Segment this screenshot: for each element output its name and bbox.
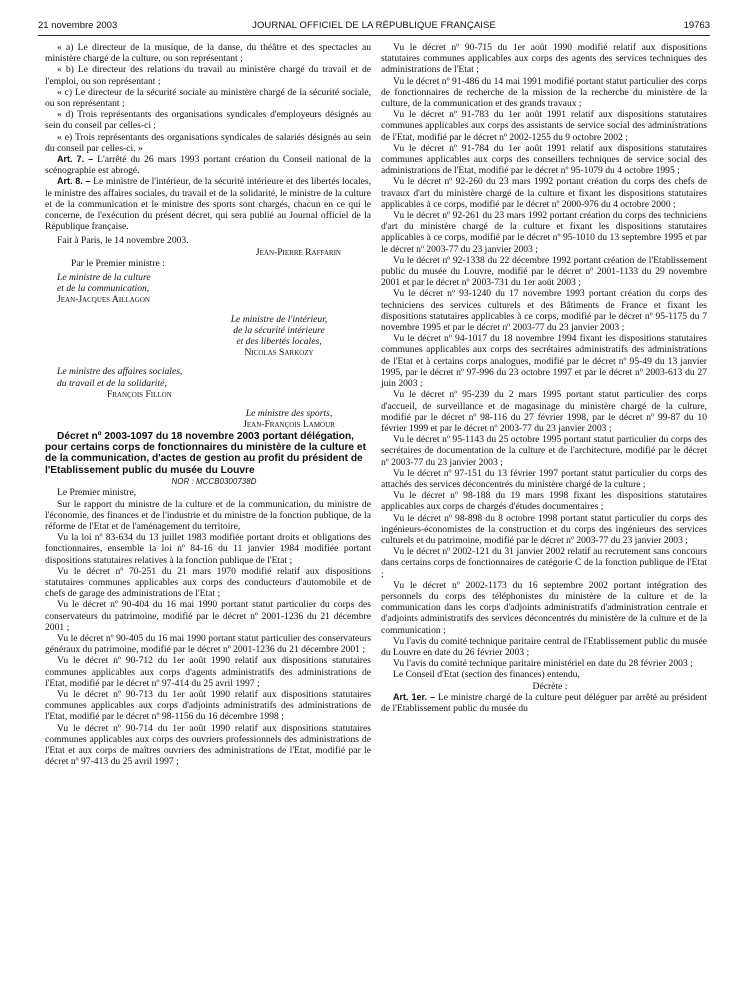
paragraph: Vu le décret nº 92-1338 du 22 décembre 1992 portant création de l'Etablissement public du musée du Louvre, modifié par le décret nº 2001-1133 du 29 novembre 2001 et par le décret nº 2003-731 du 1er août 2003 ; [381,254,707,289]
paragraph: Vu le décret nº 2002-1173 du 16 septembre 2002 portant intégration des personnels du corps des téléphonistes du ministère de la culture et de la communication dans les corps d'adjoints administratifs d'administration centrale et d'adjoints administratifs des services déconcentrés du ministère de la culture et de la communication ; [381,579,707,636]
nor-reference: NOR : MCCB0300738D [171,477,257,487]
signatory-role: Le ministre des affaires sociales, [57,366,183,378]
paragraph: Vu l'avis du comité technique paritaire central de l'Etablissement public du musée du Louvre en date du 26 février 2003 ; [381,635,707,658]
article-8 [45,176,371,232]
signatory-name: Nicolas Sarkozy [244,347,314,359]
article-label: Art. 1er. – [393,691,435,702]
signatory-name: François Fillon [107,388,172,400]
signatory-role: Le ministre de l'intérieur, [230,313,328,325]
paragraph: Vu le décret nº 90-714 du 1er août 1990 relatif aux dispositions statutaires communes applicables aux corps des ouvriers professionnels des administrations de l'Etat et aux corps de maîtres ouvriers des administrations de l'Etat, modifié par le décret nº 97-413 du 25 avril 1997 ; [45,722,371,768]
article-text: Le ministre de l'intérieur, de la sécurité intérieure et des libertés locales, le ministre des affaires sociales, du travail et de la solidarité, le ministre de la culture et de la communication et le ministre des sports sont chargés, chacun en ce qui le concerne, de l'exécution du présent décret, qui sera publié au Journal officiel de la République française. [45,176,371,233]
paragraph: Vu le décret nº 70-251 du 21 mars 1970 modifié relatif aux dispositions statutaires communes applicables aux corps des conducteurs d'automobile et de chefs de garage des administrations de l'Etat ; [45,565,371,600]
paragraph: Vu le décret nº 98-898 du 8 octobre 1998 portant statut particulier du corps des ingénieurs-économistes de la construction et du corps des ingénieurs des services culturels et du patrimoine, modifié par le décret nº 2003-77 du 23 janvier 2003 ; [381,512,707,546]
paragraph: Vu le décret nº 93-1240 du 17 novembre 1993 portant création du corps des techniciens des services culturels et des Bâtiments de France et fixant les dispositions statutaires applicables à ce corps, modifié par le décret nº 95-1175 du 7 novembre 1995 et par le décret nº 2003-77 du 23 janvier 2003 ; [381,288,707,334]
header-date: 21 novembre 2003 [38,20,118,31]
right-column [381,42,707,714]
paragraph: Vu le décret nº 91-486 du 14 mai 1991 modifié portant statut particulier des corps de fonctionnaires de recherche de la mission de la recherche du ministère de la culture, de la communication et des grands travaux ; [381,75,707,110]
paragraph: Vu le décret nº 90-712 du 1er août 1990 relatif aux dispositions statutaires communes applicables aux corps d'agents administratifs des administrations de l'Etat, modifié par le décret nº 97-414 du 25 avril 1997 ; [45,655,371,689]
paragraph: Vu le décret nº 97-151 du 13 février 1997 portant statut particulier du corps des attachés des services déconcentrés du ministère chargé de la culture ; [381,467,707,490]
article-text: Le ministre chargé de la culture peut déléguer par arrêté au président de l'Etablissement public du musée du [381,691,707,714]
paragraph: Vu le décret nº 90-404 du 16 mai 1990 portant statut particulier du corps des conservateurs du patrimoine, modifié par le décret nº 2001-1236 du 21 décembre 2001 ; [45,599,371,633]
signatory-role: du travail et de la solidarité, [57,377,167,389]
article-text: L'arrêté du 26 mars 1993 portant création du Conseil national de la scénographie est abrogé. [45,154,371,177]
paragraph: « d) Trois représentants des organisations syndicales d'employeurs désignés au sein du conseil par celles-ci ; [45,109,371,132]
header-rule [38,35,710,36]
paragraph: « e) Trois représentants des organisations syndicales de salariés désignés au sein du conseil par celles-ci. » [45,131,371,154]
signatory-role: et de la communication, [57,283,150,295]
decree-title: Décret nº 2003-1097 du 18 novembre 2003 portant délégation, pour certains corps de fonctionnaires du ministère de la culture et de la communication, d'actes de gestion au profit du président de l'Etablissement public du musée du Louvre [45,430,366,476]
article-label: Art. 7. – [57,154,94,165]
signatory-name: Jean-Jacques Aillagon [57,294,150,306]
paragraph: Vu le décret nº 91-783 du 1er août 1991 relatif aux dispositions statutaires communes applicables aux corps des assistants de service social des administrations de l'Etat, modifié par le décret nº 2002-1255 du 9 octobre 2002 ; [381,109,707,143]
page-header [38,20,710,36]
article-7 [45,154,371,176]
date-line: Fait à Paris, le 14 novembre 2003. [57,235,189,247]
signature-pm: Jean-Pierre Raffarin [255,246,341,258]
paragraph: Vu le décret nº 90-713 du 1er août 1990 relatif aux dispositions statutaires communes applicables aux corps d'adjoints administratifs des administrations de l'Etat, modifié par le décret nº 98-1156 du 16 décembre 1998 ; [45,688,371,723]
signatory-role: et des libertés locales, [236,336,322,348]
paragraph: Vu le décret nº 95-239 du 2 mars 1995 portant statut particulier des corps d'accueil, de surveillance et de magasinage du ministère chargé de la culture, modifié par le décret nº 98-116 du 27 février 1998, par le décret nº 99-87 du 10 février 1999 et par le décret nº 2003-77 du 23 janvier 2003 ; [381,389,707,434]
paragraph: Vu le décret nº 95-1143 du 25 octobre 1995 portant statut particulier du corps des secrétaires de documentation de la culture et de l'architecture, modifié par le décret nº 2003-77 du 23 janvier 2003 ; [381,434,707,468]
header-page-number: 19763 [683,20,710,31]
signatory-role: de la sécurité intérieure [233,324,325,336]
paragraph: Le Premier ministre, [57,487,137,499]
signatory-name: Jean-François Lamour [243,419,335,431]
paragraph: Vu le décret nº 98-188 du 19 mars 1998 fixant les dispositions statutaires applicables aux corps de chargés d'études documentaires ; [381,490,707,513]
signatory-role: Le ministre des sports, [245,408,333,420]
left-column [45,42,371,767]
paragraph: « c) Le directeur de la sécurité sociale au ministère chargé de la sécurité sociale, ou son représentant ; [45,86,371,110]
paragraph: Le Conseil d'Etat (section des finances) entendu, [393,669,580,681]
paragraph: Sur le rapport du ministre de la culture et de la communication, du ministre de l'économie, des finances et de l'industrie et du ministre de la fonction publique, de la réforme de l'Etat et de l'aménagement du territoire, [45,498,371,532]
paragraph: « a) Le directeur de la musique, de la danse, du théâtre et des spectacles au ministère chargé de la culture, ou son représentant ; [45,42,371,65]
article-label: Art. 8. – [57,176,91,187]
paragraph: Vu le décret nº 90-405 du 16 mai 1990 portant statut particulier des conservateurs généraux du patrimoine, modifié par le décret nº 2001-1236 du 21 décembre 2001 ; [45,632,371,656]
paragraph: Vu le décret nº 94-1017 du 18 novembre 1994 fixant les dispositions statutaires communes applicables aux corps des secrétaires administratifs des administrations de l'Etat et à certains corps analogues, modifié par le décret nº 95-49 du 13 janvier 1995, par le décret nº 97-996 du 23 octobre 1997 et par le décret nº 2003-613 du 27 juin 2003 ; [381,333,707,390]
header-journal-title: JOURNAL OFFICIEL DE LA RÉPUBLIQUE FRANÇAISE [252,20,496,31]
par-pm: Par le Premier ministre : [71,257,165,269]
paragraph: Vu le décret nº 91-784 du 1er août 1991 relatif aux dispositions statutaires communes applicables aux corps des conseillers techniques de service social des administrations de l'Etat, modifié par le décret nº 95-1079 du 4 octobre 1995 ; [381,142,707,177]
signatory-role: Le ministre de la culture [57,272,151,284]
paragraph: « b) Le directeur des relations du travail au ministère chargé du travail et de l'emploi, ou son représentant ; [45,64,371,87]
paragraph: Vu le décret nº 92-261 du 23 mars 1992 portant création du corps des techniciens d'art du ministère chargé de la culture et fixant les dispositions statutaires applicables à ce corps, modifié par le décret nº 95-1010 du 13 septembre 1995 et par le décret nº 2003-77 du 23 janvier 2003 ; [381,210,707,255]
paragraph: Vu le décret nº 2002-121 du 31 janvier 2002 relatif au recrutement sans concours dans certains corps de fonctionnaires de catégorie C de la fonction publique de l'Etat ; [381,546,707,580]
article-1 [381,692,707,714]
paragraph: Vu le décret nº 92-260 du 23 mars 1992 portant création du corps des chefs de travaux d'art du ministère chargé de la culture et fixant les dispositions statutaires applicables à ce corps, modifié par le décret nº 2000-976 du 4 octobre 2000 ; [381,176,707,210]
paragraph: Vu le décret nº 90-715 du 1er août 1990 modifié relatif aux dispositions statutaires communes applicables aux corps des agents des services techniques des administrations de l'Etat ; [381,42,707,76]
paragraph: Vu l'avis du comité technique paritaire ministériel en date du 28 février 2003 ; [393,658,693,670]
decrete-heading: Décrète : [532,680,568,692]
paragraph: Vu la loi nº 83-634 du 13 juillet 1983 modifiée portant droits et obligations des fonctionnaires, ensemble la loi nº 84-16 du 11 janvier 1984 modifiée portant dispositions statutaires relatives à la fonction publique de l'Etat ; [45,532,371,566]
